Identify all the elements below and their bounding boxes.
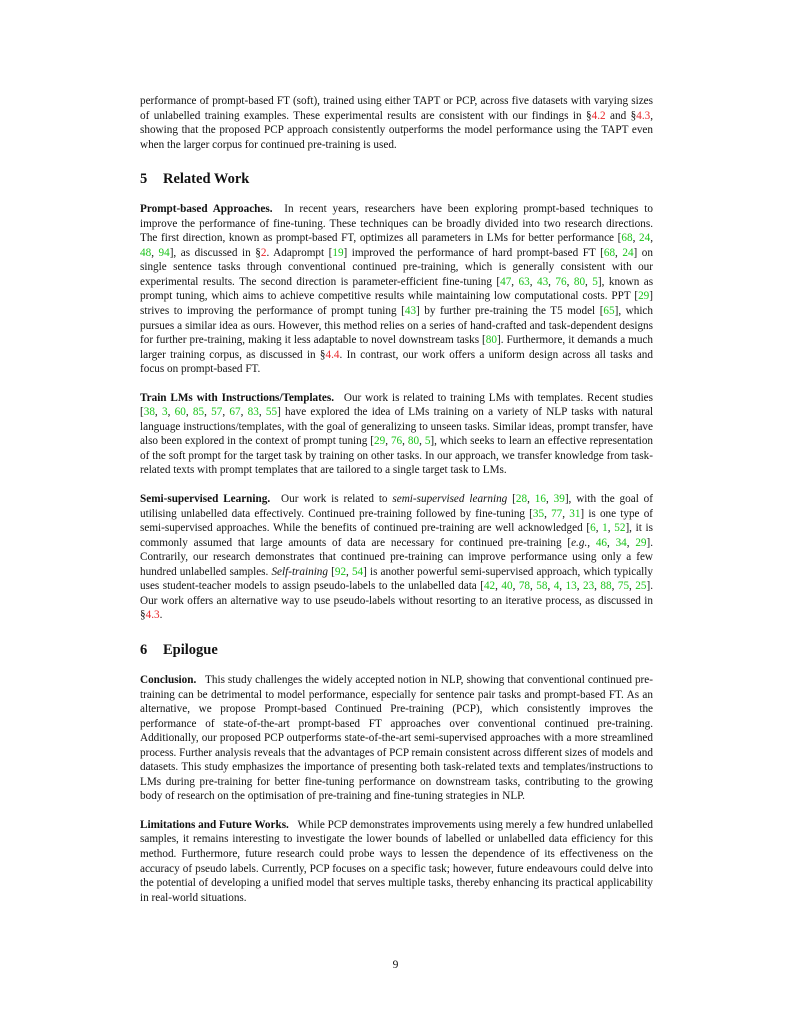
section-ref-link[interactable]: 4.3 [636,109,651,122]
citation-link[interactable]: 35 [532,507,545,520]
citation-link[interactable]: 1 [602,522,608,535]
citation-link[interactable]: 31 [569,507,581,520]
citation-link[interactable]: 29 [635,536,647,549]
citation-link[interactable]: 16 [534,493,546,506]
citation-link[interactable]: 83 [247,406,259,419]
citation-link[interactable]: 80 [573,275,586,288]
section-6-heading [140,642,653,659]
citation-link[interactable]: 60 [174,406,186,419]
citation-link[interactable]: 39 [553,493,565,506]
citation-link[interactable]: 80 [485,334,497,347]
citation-link[interactable]: 67 [229,406,241,419]
citation-link[interactable]: 28 [515,493,528,506]
section-6-body [140,673,653,905]
section-5-heading [140,171,653,188]
citation-link[interactable]: 78 [518,580,531,593]
citation-link[interactable]: 38 [143,406,155,419]
citation-link[interactable]: 42 [483,580,496,593]
citation-link[interactable]: 43 [404,305,417,318]
citation-link[interactable]: 40 [501,580,513,593]
page-number: 9 [392,959,399,971]
section-ref-link[interactable]: 4.3 [145,609,160,622]
paper-page [140,94,653,905]
section-5-paragraph: Train LMs with Instructions/Templates. Our work is related to training LMs with templates. Recent studies [38, 3, 60, 85, 57, 67, 83, 55] have explored the idea of LMs training on a variety of NLP tasks with natural language instructions/templates, with the goal of generalizing to unseen tasks. Similar ideas, prompt transfer, have also been explored in the context of prompt tuning [29, 76, 80, 5], which seeks to learn an effective representation of the soft prompt for the target task by training on other tasks. In our approach, we transfer knowledge from task-related texts with prompt templates that are tailored to a single target task to LMs. [140,391,654,477]
section-6-title: Epilogue [163,641,218,658]
citation-link[interactable]: 54 [351,565,364,578]
citation-link[interactable]: 47 [500,275,512,288]
citation-link[interactable]: 19 [332,246,344,259]
citation-link[interactable]: 24 [639,232,651,245]
citation-link[interactable]: 94 [158,246,170,259]
citation-link[interactable]: 92 [334,565,347,578]
emphasis-text: semi-supervised learning [392,493,508,506]
paragraph-heading: Limitations and Future Works. [140,818,289,831]
citation-link[interactable]: 65 [603,305,615,318]
citation-link[interactable]: 63 [518,275,530,288]
paragraph-heading: Prompt-based Approaches. [140,203,273,216]
citation-link[interactable]: 75 [617,580,630,593]
citation-link[interactable]: 55 [265,406,278,419]
citation-link[interactable]: 85 [192,406,205,419]
section-5-number: 5 [140,171,148,188]
citation-link[interactable]: 4 [553,580,560,593]
paragraph-heading: Conclusion. [140,673,197,686]
section-5-title: Related Work [163,171,250,188]
section-5-body [140,202,653,623]
citation-link[interactable]: 25 [635,580,647,593]
citation-link[interactable]: 88 [600,580,612,593]
section-5-paragraph: Prompt-based Approaches. In recent years, researchers have been exploring prompt-based techniques to improve the performance of fine-tuning. These techniques can be broadly divided into two research directions. The first direction, known as prompt-based FT, optimizes all parameters in LMs for better performance [68, 24, 48, 94], as discussed in §2. Adaprompt [19] improved the performance of hard prompt-based FT [68, 24] on single sentence tasks through conventional continued pre-training, which is generally consistent with our experimental results. The second direction is parameter-efficient fine-tuning [47, 63, 43, 76, 80, 5], known as prompt tuning, which aims to achieve competitive results while maintaining low computational costs. PPT [29] strives to improving the performance of prompt tuning [43] by further pre-training the T5 model [65], which pursues a similar idea as ours. However, this method relies on a series of hand-crafted and task-dependent designs for further pre-training, making it less adaptable to novel downstream tasks [80]. Furthermore, it demands a much larger training corpus, as discussed in §4.4. In contrast, our work offers a uniform design across all tasks and focus on prompt-based FT. [140,203,654,376]
section-ref-link[interactable]: 4.4 [325,348,340,361]
citation-link[interactable]: 29 [374,435,386,448]
citation-link[interactable]: 43 [536,275,549,288]
citation-link[interactable]: 3 [161,406,168,419]
section-ref-link[interactable]: 2 [260,246,267,259]
citation-link[interactable]: 5 [424,435,431,448]
section-6-number: 6 [140,641,148,658]
citation-link[interactable]: 23 [582,580,595,593]
citation-link[interactable]: 34 [615,536,627,549]
citation-link[interactable]: 13 [565,580,577,593]
citation-link[interactable]: 68 [603,246,616,259]
section-5-paragraph: Semi-supervised Learning. Our work is related to semi-supervised learning [28, 16, 39], with the goal of utilising unlabelled data effectively. Continued pre-training followed by fine-tuning [35, 77, 31] is one type of semi-supervised approaches. While the benefits of continued pre-training are well acknowledged [6, 1, 52], it is commonly assumed that large amounts of data are necessary for continued pre-training [e.g., 46, 34, 29]. Contrarily, our research demonstrates that continued pre-training can improve performance using only a few hundred unlabelled samples. Self-training [92, 54] is another powerful semi-supervised approach, which typically uses student-teacher models to assign pseudo-labels to the unlabelled data [42, 40, 78, 58, 4, 13, 23, 88, 75, 25]. Our work offers an alternative way to use pseudo-labels without resorting to an iterative process, as discussed in §4.3. [140,493,654,622]
emphasis-text: e.g., [571,536,591,549]
paragraph-heading: Semi-supervised Learning. [140,493,271,506]
emphasis-text: Self-training [271,565,328,578]
citation-link[interactable]: 76 [555,275,567,288]
section-6-paragraph: Conclusion. This study challenges the widely accepted notion in NLP, showing that conventional continued pre-training can be detrimental to model performance, especially for sentence pair tasks and prompt-based FT. As an alternative, we propose Prompt-based Continued Pre-training (PCP), which consistently improves the performance of state-of-the-art prompt-based FT approaches over conventional continued pre-training. Additionally, our proposed PCP outperforms state-of-the-art semi-supervised approaches with a more streamlined process. Further analysis reveals that the advantages of PCP remain consistent across different sizes of models and datasets. This study emphasizes the importance of presenting both task-related texts and templates/instructions to LMs during pre-training for better fine-tuning performance on downstream tasks, contributing to the growing body of research on the optimisation of pre-training and fine-tuning strategies in NLP. [140,673,653,803]
citation-link[interactable]: 46 [595,536,607,549]
citation-link[interactable]: 29 [638,290,650,303]
citation-link[interactable]: 48 [140,246,152,259]
citation-link[interactable]: 80 [407,435,420,448]
citation-link[interactable]: 24 [622,246,634,259]
paragraph-heading: Train LMs with Instructions/Templates. [140,391,334,404]
citation-link[interactable]: 58 [536,580,548,593]
citation-link[interactable]: 5 [592,275,598,288]
intro-paragraph: performance of prompt-based FT (soft), trained using either TAPT or PCP, across five datasets with varying sizes of unlabelled training examples. These experimental results are consistent with our findings in §4.2 and §4.3, showing that the proposed PCP approach consistently outperforms the model performance using the TAPT even when the larger corpus for continued pre-training is used. [140,95,653,151]
citation-link[interactable]: 57 [211,406,223,419]
citation-link[interactable]: 76 [390,435,403,448]
citation-link[interactable]: 68 [621,232,633,245]
citation-link[interactable]: 6 [590,522,596,535]
section-ref-link[interactable]: 4.2 [591,109,606,122]
section-6-paragraph: Limitations and Future Works. While PCP demonstrates improvements using merely a few hundred unlabelled samples, it remains interesting to investigate the lower bounds of labelled or unlabelled data efficiency for this method. Furthermore, future research could probe ways to lessen the dependence of its effectiveness on the accuracy of pseudo labels. Currently, PCP focuses on a specific task; however, future endeavours could delve into the potential of developing a unified model that serves multiple tasks, thereby enhancing its practical applicability in real-world situations. [140,818,653,904]
citation-link[interactable]: 52 [614,522,626,535]
citation-link[interactable]: 77 [551,507,563,520]
